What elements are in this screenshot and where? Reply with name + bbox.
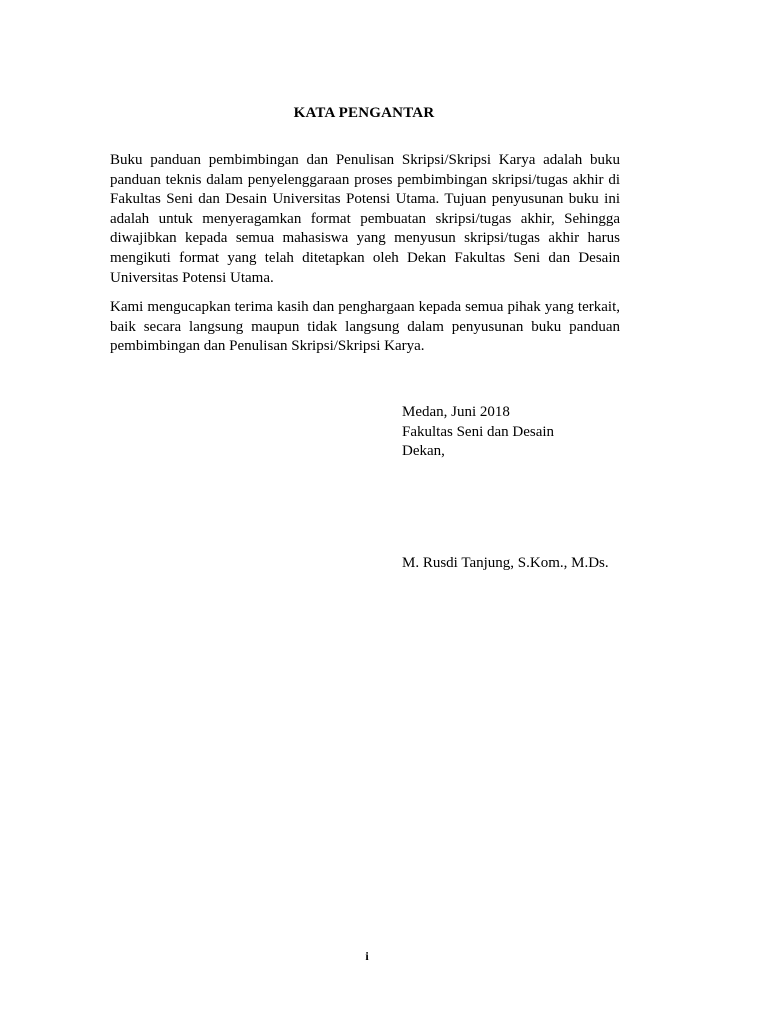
page-title: KATA PENGANTAR (293, 105, 435, 121)
signature-place-date: Medan, Juni 2018 (402, 404, 510, 420)
paragraph-intro: Buku panduan pembimbingan dan Penulisan Skripsi/Skripsi Karya adalah buku panduan teknis dalam penyelenggaraan proses pembimbingan skripsi/tugas akhir di Fakultas Seni dan Desain Universitas Potensi Utama. Tujuan penyusunan buku ini adalah untuk menyeragamkan format pembuatan skripsi/tugas akhir, Sehingga diwajibkan kepada semua mahasiswa yang menyusun skripsi/tugas akhir harus mengikuti format yang telah ditetapkan oleh Dekan Fakultas Seni dan Desain Universitas Potensi Utama. (110, 152, 620, 286)
paragraph-thanks: Kami mengucapkan terima kasih dan penghargaan kepada semua pihak yang terkait, baik secara langsung maupun tidak langsung dalam penyusunan buku panduan pembimbingan dan Penulisan Skripsi/Skripsi Karya. (110, 299, 620, 355)
page-number: i (365, 949, 369, 963)
signature-block (402, 403, 702, 462)
signature-faculty: Fakultas Seni dan Desain (402, 423, 555, 440)
signer-name: M. Rusdi Tanjung, S.Kom., M.Ds. (402, 555, 609, 571)
signature-position: Dekan, (402, 443, 445, 460)
